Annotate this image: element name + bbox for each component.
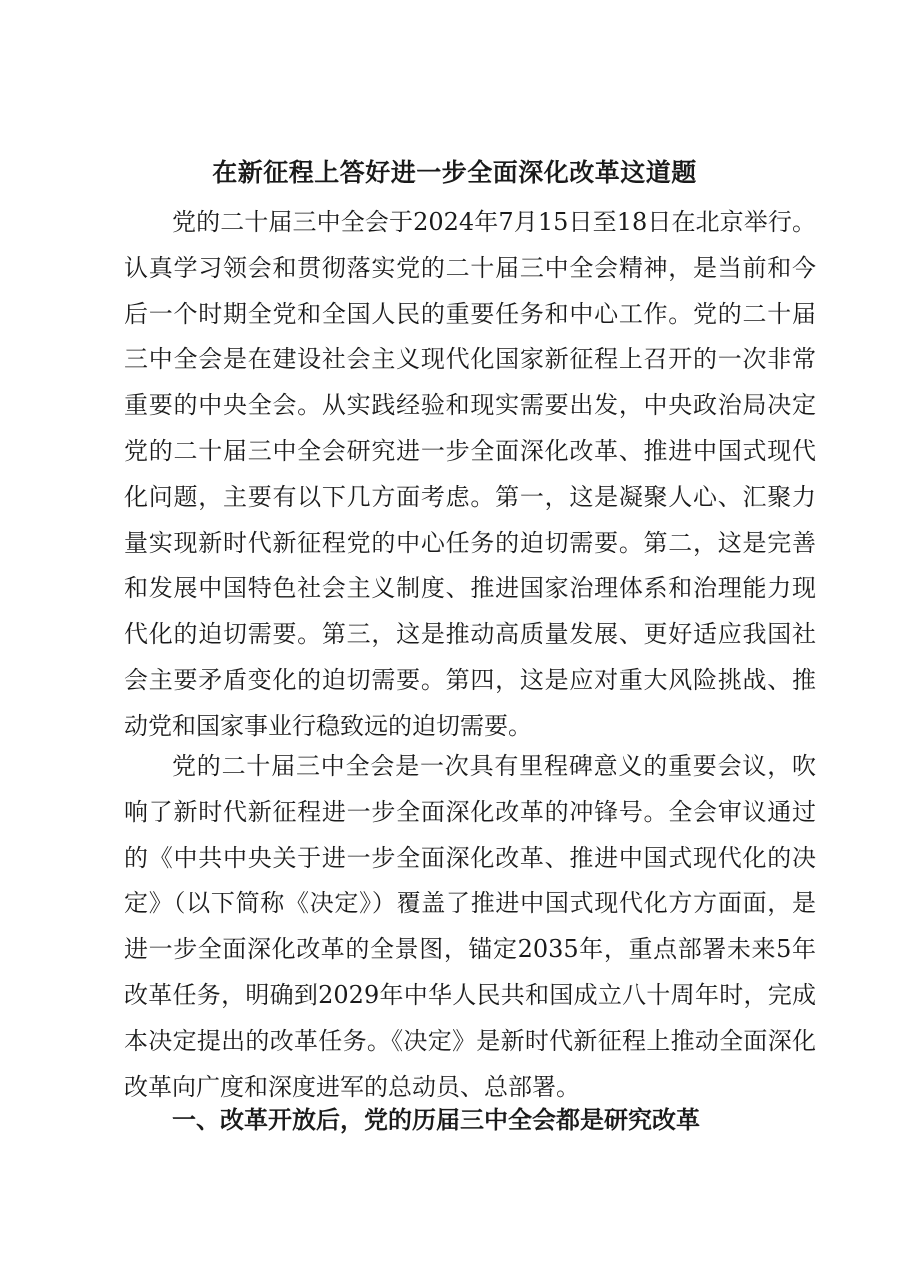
document-title: 在新征程上答好进一步全面深化改革这道题 <box>212 158 697 187</box>
body-paragraph-1: 党的二十届三中全会于2024年7月15日至18日在北京举行。认真学习领会和贯彻落实党的二十届三中全会精神，是当前和今后一个时期全党和全国人民的重要任务和中心工作。党的二十届三中全会是在建设社会主义现代化国家新征程上召开的一次非常重要的中央全会。从实践经验和现实需要出发，中央政治局决定党的二十届三中全会研究进一步全面深化改革、推进中国式现代化问题，主要有以下几方面考虑。第一，这是凝聚人心、汇聚力量实现新时代新征程党的中心任务的迫切需要。第二，这是完善和发展中国特色社会主义制度、推进国家治理体系和治理能力现代化的迫切需要。第三，这是推动高质量发展、更好适应我国社会主要矛盾变化的迫切需要。第四，这是应对重大风险挑战、推动党和国家事业行稳致远的迫切需要。 <box>124 208 816 740</box>
body-paragraph-2: 党的二十届三中全会是一次具有里程碑意义的重要会议，吹响了新时代新征程进一步全面深化改革的冲锋号。全会审议通过的《中共中央关于进一步全面深化改革、推进中国式现代化的决定》（以下简称《决定》）覆盖了推进中国式现代化方方面面，是进一步全面深化改革的全景图，锚定2035年，重点部署未来5年改革任务，明确到2029年中华人民共和国成立八十周年时，完成本决定提出的改革任务。《决定》是新时代新征程上推动全面深化改革向广度和深度进军的总动员、总部署。 <box>124 752 816 1101</box>
section-heading-1: 一、改革开放后，党的历届三中全会都是研究改革 <box>172 1106 700 1134</box>
